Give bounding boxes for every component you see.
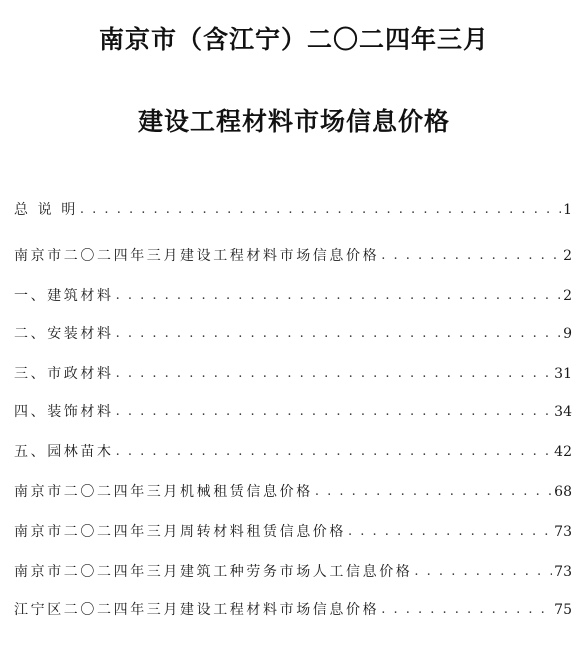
toc-entry-building-materials[interactable] <box>14 282 572 306</box>
toc-entry-label: 江宁区二〇二四年三月建设工程材料市场信息价格 <box>14 602 380 618</box>
toc-entry-label: 二、安装材料 <box>14 326 114 342</box>
toc-entry-page: 75 <box>554 602 572 618</box>
toc-dot-leader <box>116 402 553 422</box>
toc-entry-installation-materials[interactable] <box>14 320 572 344</box>
toc-dot-leader <box>116 364 553 384</box>
toc-entry-label: 南京市二〇二四年三月建筑工种劳务市场人工信息价格 <box>14 564 413 580</box>
toc-entry-decoration-materials[interactable] <box>14 398 572 422</box>
document-title-line2: 建设工程材料市场信息价格 <box>137 107 450 136</box>
document-title-line1: 南京市（含江宁）二〇二四年三月 <box>98 25 489 54</box>
toc-entry-label: 南京市二〇二四年三月建设工程材料市场信息价格 <box>14 248 380 264</box>
toc-entry-nanjing-material-prices[interactable] <box>14 242 572 266</box>
toc-entry-page: 68 <box>554 484 572 500</box>
toc-entry-page: 34 <box>554 404 572 420</box>
toc-dot-leader <box>381 600 552 620</box>
toc-dot-leader <box>348 522 552 542</box>
toc-entry-municipal-materials[interactable] <box>14 360 572 384</box>
toc-dot-leader <box>414 562 552 582</box>
toc-entry-page: 1 <box>563 202 572 218</box>
toc-dot-leader <box>116 286 561 306</box>
toc-entry-page: 9 <box>563 326 572 342</box>
toc-entry-label: 总 说 明 <box>14 202 78 218</box>
toc-dot-leader <box>116 442 553 462</box>
toc-dot-leader <box>80 200 561 220</box>
toc-entry-page: 73 <box>554 524 572 540</box>
toc-entry-label: 南京市二〇二四年三月机械租赁信息价格 <box>14 484 313 500</box>
toc-entry-page: 2 <box>563 288 572 304</box>
toc-entry-page: 2 <box>563 248 572 264</box>
toc-entry-label: 五、园林苗木 <box>14 444 114 460</box>
toc-entry-turnover-material-rental[interactable] <box>14 518 572 542</box>
toc-entry-general-notes[interactable] <box>14 196 572 220</box>
toc-entry-page: 42 <box>554 444 572 460</box>
toc-dot-leader <box>116 324 561 344</box>
toc-entry-label: 南京市二〇二四年三月周转材料租赁信息价格 <box>14 524 346 540</box>
toc-entry-label: 三、市政材料 <box>14 366 114 382</box>
toc-entry-label: 一、建筑材料 <box>14 288 114 304</box>
toc-entry-label: 四、装饰材料 <box>14 404 114 420</box>
toc-dot-leader <box>315 482 552 502</box>
toc-entry-page: 73 <box>554 564 572 580</box>
toc-entry-page: 31 <box>554 366 572 382</box>
toc-entry-landscape-nursery[interactable] <box>14 438 572 462</box>
toc-entry-jiangning-material-prices[interactable] <box>14 596 572 620</box>
toc-entry-labor-prices[interactable] <box>14 558 572 582</box>
toc-entry-machinery-rental[interactable] <box>14 478 572 502</box>
toc-dot-leader <box>381 246 561 266</box>
